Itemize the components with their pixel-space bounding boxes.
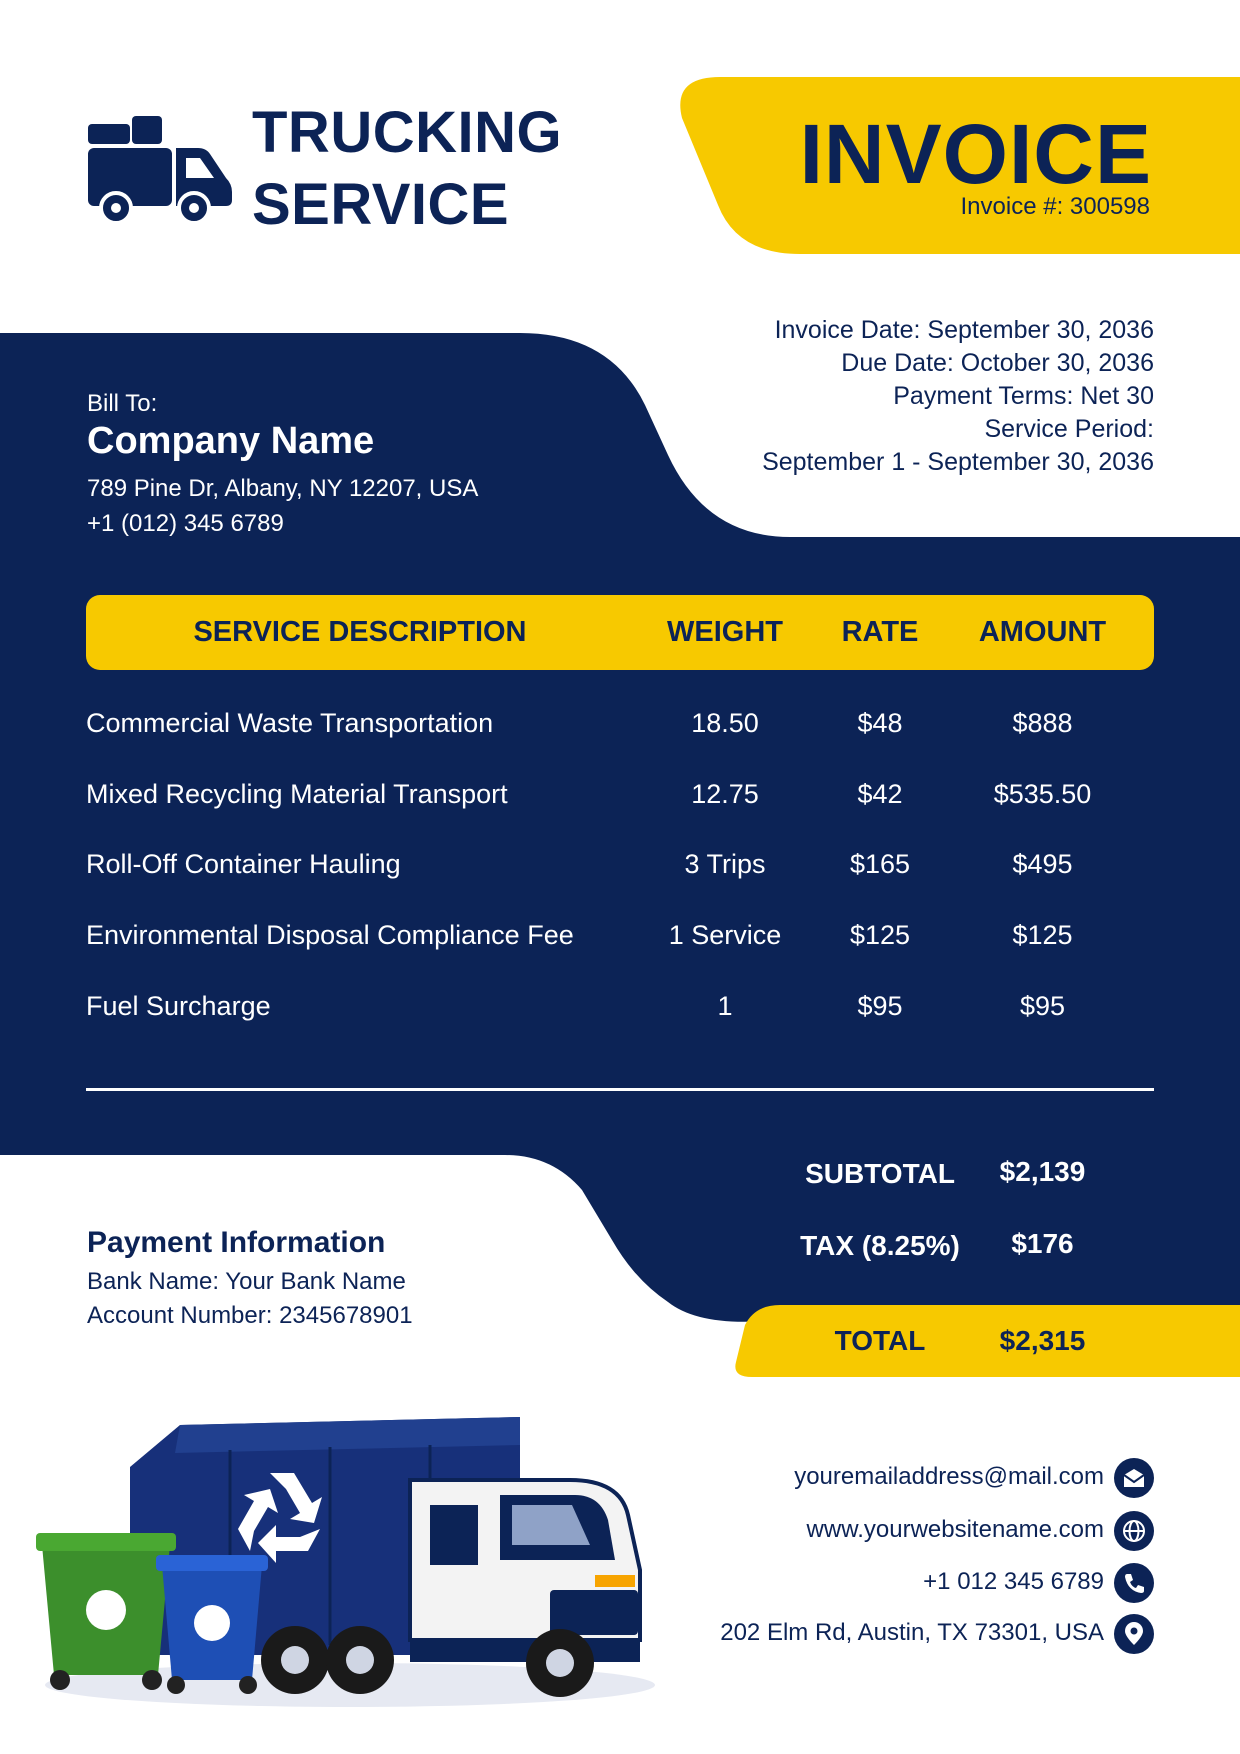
account-number: Account Number: 2345678901 [87, 1302, 413, 1329]
bill-to-phone: +1 (012) 345 6789 [87, 510, 284, 537]
row-weight: 1 [717, 991, 733, 1021]
row-amount: $125 [1012, 920, 1073, 950]
total-value: $2,315 [999, 1325, 1086, 1356]
bill-to-company: Company Name [87, 420, 375, 462]
header-description: SERVICE DESCRIPTION [193, 616, 527, 648]
row-weight: 1 Service [668, 920, 782, 950]
brand-name-line2: SERVICE [252, 172, 510, 237]
invoice-title: INVOICE [799, 107, 1152, 201]
table-divider [86, 1088, 1154, 1091]
header-rate: RATE [841, 616, 919, 648]
garbage-truck-illustration [30, 1395, 670, 1715]
row-description: Commercial Waste Transportation [86, 708, 494, 738]
bill-to-label: Bill To: [87, 390, 158, 417]
service-period-label: Service Period: [984, 415, 1154, 443]
row-rate: $95 [857, 991, 903, 1021]
location-icon [1114, 1614, 1154, 1654]
truck-icon [86, 116, 236, 222]
row-description: Roll-Off Container Hauling [86, 849, 401, 879]
payment-terms: Payment Terms: Net 30 [893, 382, 1154, 410]
row-description: Fuel Surcharge [86, 991, 271, 1021]
row-description: Mixed Recycling Material Transport [86, 779, 508, 809]
row-weight: 3 Trips [684, 849, 766, 879]
row-rate: $42 [857, 779, 903, 809]
bank-name: Bank Name: Your Bank Name [87, 1268, 406, 1295]
globe-icon [1114, 1511, 1154, 1551]
invoice-meta [762, 314, 1154, 479]
tax-value: $176 [1011, 1228, 1074, 1259]
row-amount: $888 [1012, 708, 1073, 738]
row-amount: $495 [1012, 849, 1073, 879]
contact-address[interactable]: 202 Elm Rd, Austin, TX 73301, USA [720, 1619, 1104, 1646]
row-weight: 12.75 [691, 779, 759, 809]
due-date: Due Date: October 30, 2036 [841, 349, 1154, 377]
invoice-date: Invoice Date: September 30, 2036 [774, 316, 1154, 344]
contact-phone[interactable]: +1 012 345 6789 [923, 1568, 1104, 1595]
contact-email[interactable]: youremailaddress@mail.com [794, 1463, 1104, 1490]
row-rate: $48 [857, 708, 903, 738]
tax-label: TAX (8.25%) [800, 1230, 960, 1261]
brand-name-line1: TRUCKING [252, 100, 563, 165]
header-weight: WEIGHT [667, 616, 783, 648]
row-weight: 18.50 [691, 708, 759, 738]
row-amount: $535.50 [993, 779, 1092, 809]
subtotal-label: SUBTOTAL [805, 1158, 955, 1189]
row-amount: $95 [1019, 991, 1066, 1021]
row-rate: $165 [849, 849, 911, 879]
total-label: TOTAL [834, 1325, 926, 1356]
email-icon [1114, 1458, 1154, 1498]
row-description: Environmental Disposal Compliance Fee [86, 920, 574, 950]
contact-website[interactable]: www.yourwebsitename.com [806, 1516, 1104, 1543]
invoice-number: Invoice #: 300598 [960, 193, 1150, 220]
payment-info-title: Payment Information [87, 1226, 386, 1259]
subtotal-value: $2,139 [999, 1156, 1086, 1187]
header-amount: AMOUNT [978, 616, 1107, 648]
row-rate: $125 [849, 920, 911, 950]
phone-icon [1114, 1563, 1154, 1603]
bill-to-address: 789 Pine Dr, Albany, NY 12207, USA [87, 475, 479, 502]
service-period: September 1 - September 30, 2036 [762, 448, 1154, 476]
